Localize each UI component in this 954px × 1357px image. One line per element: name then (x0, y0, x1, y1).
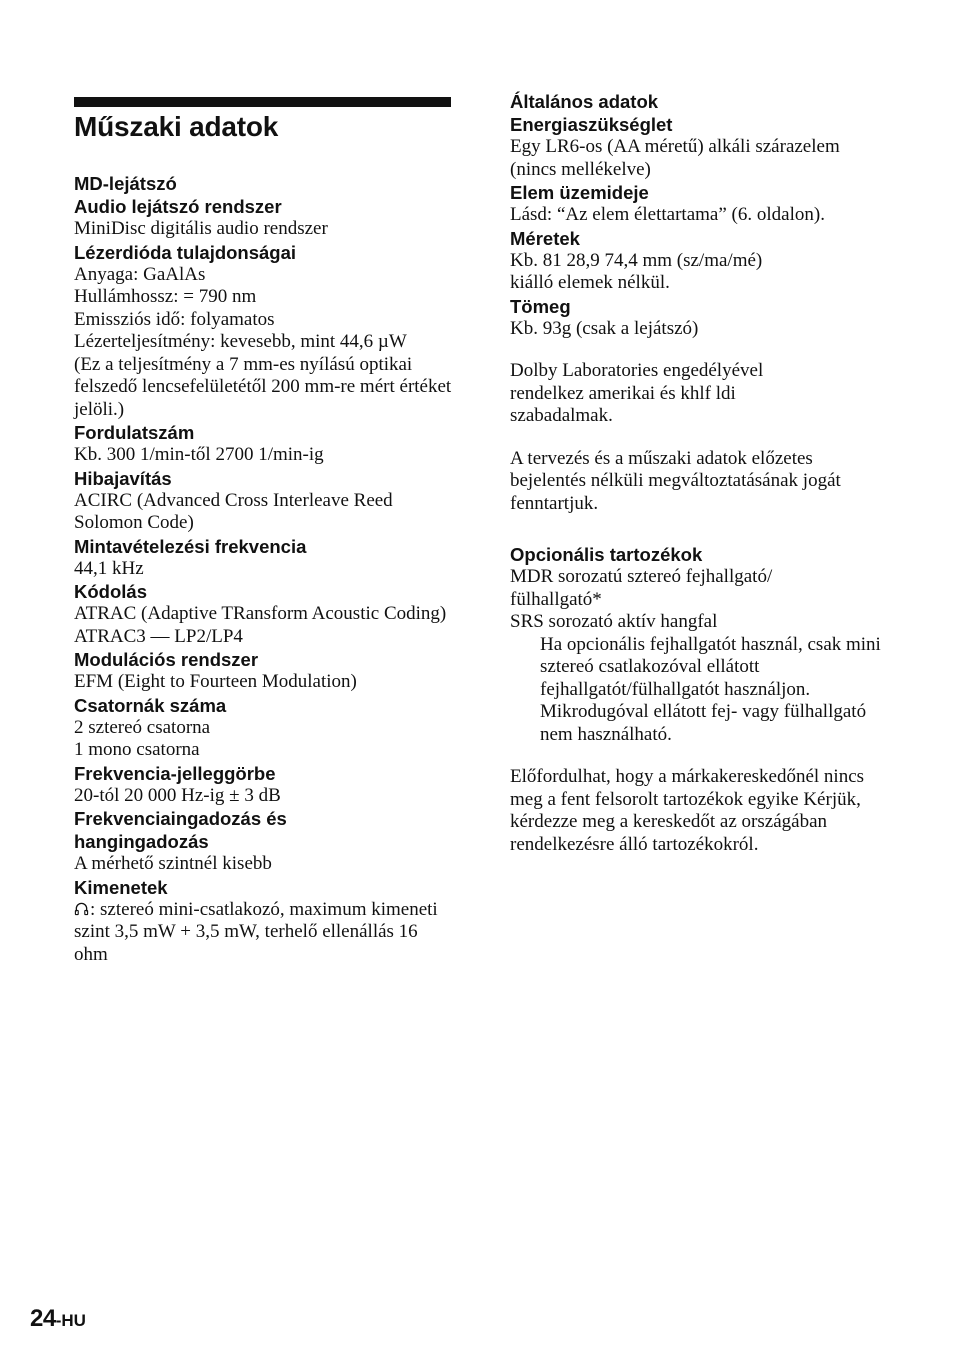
spec-value-coding: ATRAC (Adaptive TRansform Acoustic Coding) ATRAC3 — LP2/LP4 (74, 603, 447, 647)
optional-accessories-note: Ha opcionális fejhallgatót használ, csak mini sztereó csatlakozóval ellátott fejhallgatót/fülhallgatót használjon. Mikrodugóval ellátott fej- vagy fülhallgató nem használható. (540, 633, 881, 745)
dolby-paragraph: Dolby Laboratories engedélyével rendelkez amerikai és khlf ldi szabadalmak. (510, 360, 764, 426)
spec-value-rotation-speed: Kb. 300 1/min-től 2700 1/min-ig (74, 444, 324, 465)
page-number (30, 1305, 86, 1333)
spec-label-laser-diode: Lézerdióda tulajdonságai (74, 241, 297, 263)
spec-label-modulation: Modulációs rendszer (74, 649, 259, 670)
spec-value-battery-life: Lásd: “Az elem élettartama” (6. oldalon). (510, 204, 825, 225)
title-rule (74, 97, 451, 107)
spec-value-frequency-response: 20-tól 20 000 Hz-ig ± 3 dB (74, 784, 281, 806)
optional-accessories-heading: Opcionális tartozékok (510, 544, 703, 565)
page-number-suffix: -HU (55, 1311, 86, 1330)
spec-label-power: Energiaszükséglet (510, 114, 673, 135)
spec-value-channels: 2 sztereó csatorna 1 mono csatorna (74, 716, 211, 760)
spec-label-audio-system: Audio lejátszó rendszer (74, 196, 282, 217)
left-column (74, 172, 452, 966)
spec-value-sampling-frequency: 44,1 kHz (74, 557, 144, 579)
spec-value-outputs (74, 899, 452, 967)
outputs-text: : sztereó mini-csatlakozó, maximum kimeneti szint 3,5 mW + 3,5 mW, terhelő ellenállás 16 ohm (74, 898, 438, 965)
spec-value-laser-diode: Anyaga: GaAlAs Hullámhossz: = 790 nm Emissziós idő: folyamatos Lézerteljesítmény: kevesebb, mint 44,6 µW (Ez a teljesítmény a 7 mm-es nyílású optikai felszedő lencsefelületétől 200 mm-re mért értéket jelöli.) (74, 263, 452, 420)
page-number-value: 24 (30, 1305, 56, 1332)
spec-value-audio-system: MiniDisc digitális audio rendszer (74, 218, 328, 239)
spec-label-frequency-response: Frekvencia-jelleggörbe (74, 762, 276, 784)
right-column (510, 90, 890, 856)
rights-paragraph: A tervezés és a műszaki adatok előzetes bejelentés nélküli megváltoztatásának jogát fenntartjuk. (510, 447, 841, 514)
spec-label-outputs: Kimenetek (74, 876, 168, 898)
spec-label-battery-life: Elem üzemideje (510, 182, 649, 203)
spec-label-weight: Tömeg (510, 295, 571, 317)
spec-label-rotation-speed: Fordulatszám (74, 422, 195, 443)
spec-label-sampling-frequency: Mintavételezési frekvencia (74, 535, 307, 557)
availability-paragraph: Előfordulhat, hogy a márkakereskedőnél nincs meg a fent felsorolt tartozékok egyike Kérjük, kérdezze meg a kereskedőt az országában rendelkezésre álló tartozékokról. (510, 766, 865, 855)
spec-label-channels: Csatornák száma (74, 694, 227, 716)
spec-label-wow-flutter: Frekvenciaingadozás és hangingadozás (74, 808, 287, 852)
spec-value-weight: Kb. 93g (csak a lejátszó) (510, 317, 699, 339)
spec-label-dimensions: Méretek (510, 227, 580, 249)
page-title: Műszaki adatok (74, 111, 279, 142)
spec-value-wow-flutter: A mérhető szintnél kisebb (74, 853, 272, 874)
optional-accessories-list: MDR sorozatú sztereó fejhallgató/ fülhallgató* SRS sorozató aktív hangfal (510, 566, 773, 632)
spec-label-coding: Kódolás (74, 581, 147, 602)
section-heading-general: Általános adatok (510, 91, 659, 112)
spec-label-error-correction: Hibajavítás (74, 467, 172, 489)
spec-value-power: Egy LR6-os (AA méretű) alkáli szárazelem (nincs mellékelve) (510, 136, 840, 180)
spec-value-error-correction: ACIRC (Advanced Cross Interleave Reed Solomon Code) (74, 489, 393, 533)
section-heading-md-player: MD-lejátszó (74, 173, 177, 194)
spec-value-dimensions: Kb. 81 28,9 74,4 mm (sz/ma/mé) kiálló elemek nélkül. (510, 249, 763, 293)
headphones-icon (74, 901, 89, 916)
spec-value-modulation: EFM (Eight to Fourteen Modulation) (74, 671, 357, 692)
